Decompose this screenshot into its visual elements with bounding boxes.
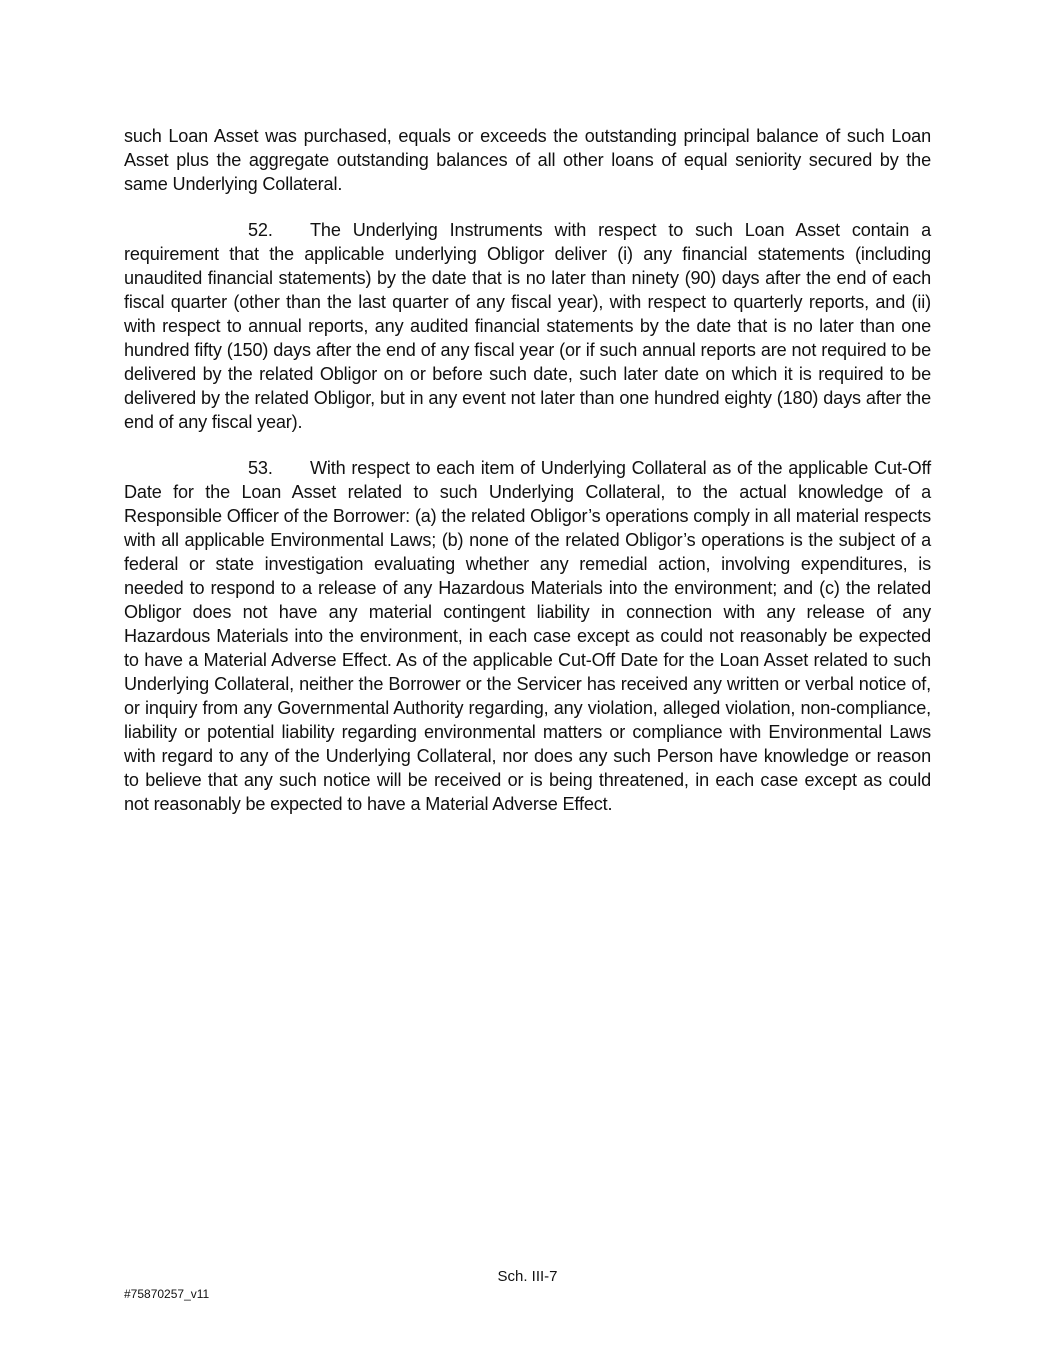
paragraph-text: The Underlying Instruments with respect to such Loan Asset contain a requirement that the applicable underlying Obligor deliver (i) any financial statements (including unaudited financial statements) by the date that is no later than ninety (90) days after the end of each fiscal quarter (other than the last quarter of any fiscal year), with respect to quarterly reports, and (ii) with respect to annual reports, any audited financial statements by the date that is no later than one hundred fifty (150) days after the end of any fiscal year (or if such annual reports are not required to be delivered by the related Obligor on or before such date, such later date on which it is required to be delivered by the related Obligor, but in any event not later than one hundred eighty (180) days after the end of any fiscal year). bbox=[124, 220, 931, 432]
document-id: #75870257_v11 bbox=[124, 1287, 210, 1301]
document-body bbox=[124, 124, 931, 838]
paragraph-52 bbox=[124, 218, 931, 434]
paragraph-number: 53. bbox=[248, 458, 273, 478]
paragraph-53 bbox=[124, 456, 931, 816]
continuation-paragraph: such Loan Asset was purchased, equals or exceeds the outstanding principal balance of such Loan Asset plus the aggregate outstanding balances of all other loans of equal seniority secured by the same Underlying Collateral. bbox=[124, 126, 931, 194]
paragraph-number: 52. bbox=[248, 220, 273, 240]
paragraph-text: With respect to each item of Underlying Collateral as of the applicable Cut-Off Date for the Loan Asset related to such Underlying Collateral, to the actual knowledge of a Responsible Officer of the Borrower: (a) the related Obligor’s operations comply in all material respects with all applicable Environmental Laws; (b) none of the related Obligor’s operations is the subject of a federal or state investigation evaluating whether any remedial action, involving expenditures, is needed to respond to a release of any Hazardous Materials into the environment; and (c) the related Obligor does not have any material contingent liability in connection with any release of any Hazardous Materials into the environment, in each case except as could not reasonably be expected to have a Material Adverse Effect. As of the applicable Cut-Off Date for the Loan Asset related to such Underlying Collateral, neither the Borrower or the Servicer has received any written or verbal notice of, or inquiry from any Governmental Authority regarding, any violation, alleged violation, non-compliance, liability or potential liability regarding environmental matters or compliance with Environmental Laws with regard to any of the Underlying Collateral, nor does any such Person have knowledge or reason to believe that any such notice will be received or is being threatened, in each case except as could not reasonably be expected to have a Material Adverse Effect. bbox=[124, 458, 931, 814]
page-number: Sch. III-7 bbox=[497, 1268, 558, 1285]
